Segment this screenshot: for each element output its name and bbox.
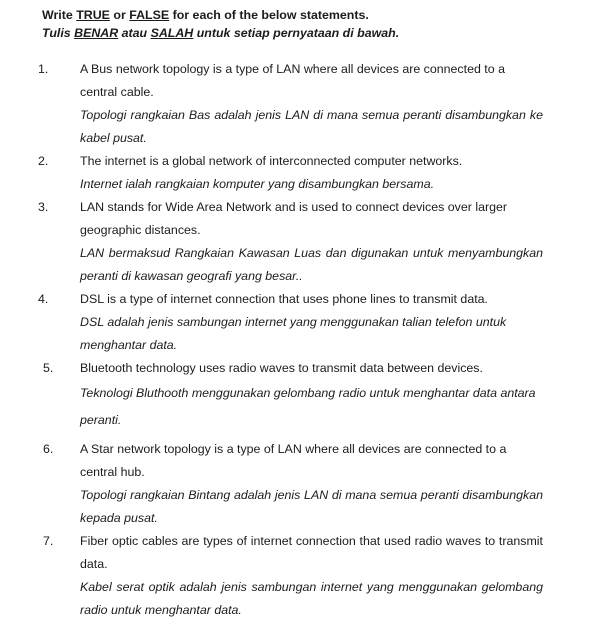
instruction-en-mid: or bbox=[109, 8, 130, 22]
statement-body bbox=[80, 288, 543, 357]
statement-text-malay: Topologi rangkaian Bas adalah jenis LAN di mana semua peranti disambungkan ke kabel pusat. bbox=[80, 108, 543, 145]
statement-body bbox=[80, 438, 543, 530]
instruction-ms-keyword-benar: BENAR bbox=[74, 26, 119, 40]
statement-number: 4. bbox=[38, 292, 49, 306]
statement-text-malay: Kabel serat optik adalah jenis sambungan internet yang menggunakan gelombang radio untuk menghantar data. bbox=[80, 580, 543, 617]
statement-number: 2. bbox=[38, 154, 49, 168]
statement-text-malay: DSL adalah jenis sambungan internet yang menggunakan talian telefon untuk menghantar data. bbox=[80, 315, 507, 352]
statement-item-1 bbox=[0, 58, 616, 150]
statement-text-english: LAN stands for Wide Area Network and is used to connect devices over larger geographic distances. bbox=[80, 200, 507, 237]
statement-text-malay: LAN bermaksud Rangkaian Kawasan Luas dan digunakan untuk menyambungkan peranti di kawasan geografi yang besar.. bbox=[80, 246, 543, 283]
instruction-en-pre: Write bbox=[42, 8, 77, 22]
statement-text-english: A Bus network topology is a type of LAN where all devices are connected to a central cable. bbox=[80, 62, 505, 99]
instruction-line-malay bbox=[42, 24, 552, 42]
statement-number: 7. bbox=[43, 534, 54, 548]
statement-item-5 bbox=[0, 357, 616, 434]
statement-text-english: A Star network topology is a type of LAN where all devices are connected to a central hub. bbox=[80, 442, 507, 479]
statement-item-6 bbox=[0, 438, 616, 530]
instruction-header bbox=[42, 6, 552, 42]
instruction-ms-mid: atau bbox=[118, 26, 151, 40]
statement-body bbox=[80, 530, 543, 622]
statement-list bbox=[0, 58, 616, 622]
statement-number: 3. bbox=[38, 200, 49, 214]
instruction-en-keyword-true: TRUE bbox=[76, 8, 110, 22]
statement-text-english: DSL is a type of internet connection that uses phone lines to transmit data. bbox=[80, 292, 488, 306]
instruction-en-post: for each of the below statements. bbox=[169, 8, 369, 22]
statement-item-4 bbox=[0, 288, 616, 357]
instruction-line-english bbox=[42, 6, 552, 24]
statement-text-malay: Teknologi Bluthooth menggunakan gelombang radio untuk menghantar data antara peranti. bbox=[80, 386, 536, 427]
statement-text-english: The internet is a global network of interconnected computer networks. bbox=[80, 154, 463, 168]
statement-body bbox=[80, 357, 543, 434]
statement-text-malay: Internet ialah rangkaian komputer yang disambungkan bersama. bbox=[80, 177, 435, 191]
statement-text-malay: Topologi rangkaian Bintang adalah jenis LAN di mana semua peranti disambungkan kepada pusat. bbox=[80, 488, 543, 525]
statement-body bbox=[80, 196, 543, 288]
statement-item-7 bbox=[0, 530, 616, 622]
instruction-ms-keyword-salah: SALAH bbox=[150, 26, 194, 40]
statement-body bbox=[80, 58, 543, 150]
statement-number: 1. bbox=[38, 62, 49, 76]
statement-text-english: Bluetooth technology uses radio waves to transmit data between devices. bbox=[80, 361, 483, 375]
statement-number: 5. bbox=[43, 361, 54, 375]
statement-text-english: Fiber optic cables are types of internet connection that used radio waves to transmit data. bbox=[80, 534, 543, 571]
instruction-ms-pre: Tulis bbox=[42, 26, 75, 40]
statement-item-3 bbox=[0, 196, 616, 288]
instruction-ms-post: untuk setiap pernyataan di bawah. bbox=[193, 26, 400, 40]
instruction-en-keyword-false: FALSE bbox=[129, 8, 170, 22]
statement-item-2 bbox=[0, 150, 616, 196]
statement-body bbox=[80, 150, 543, 196]
statement-number: 6. bbox=[43, 442, 54, 456]
